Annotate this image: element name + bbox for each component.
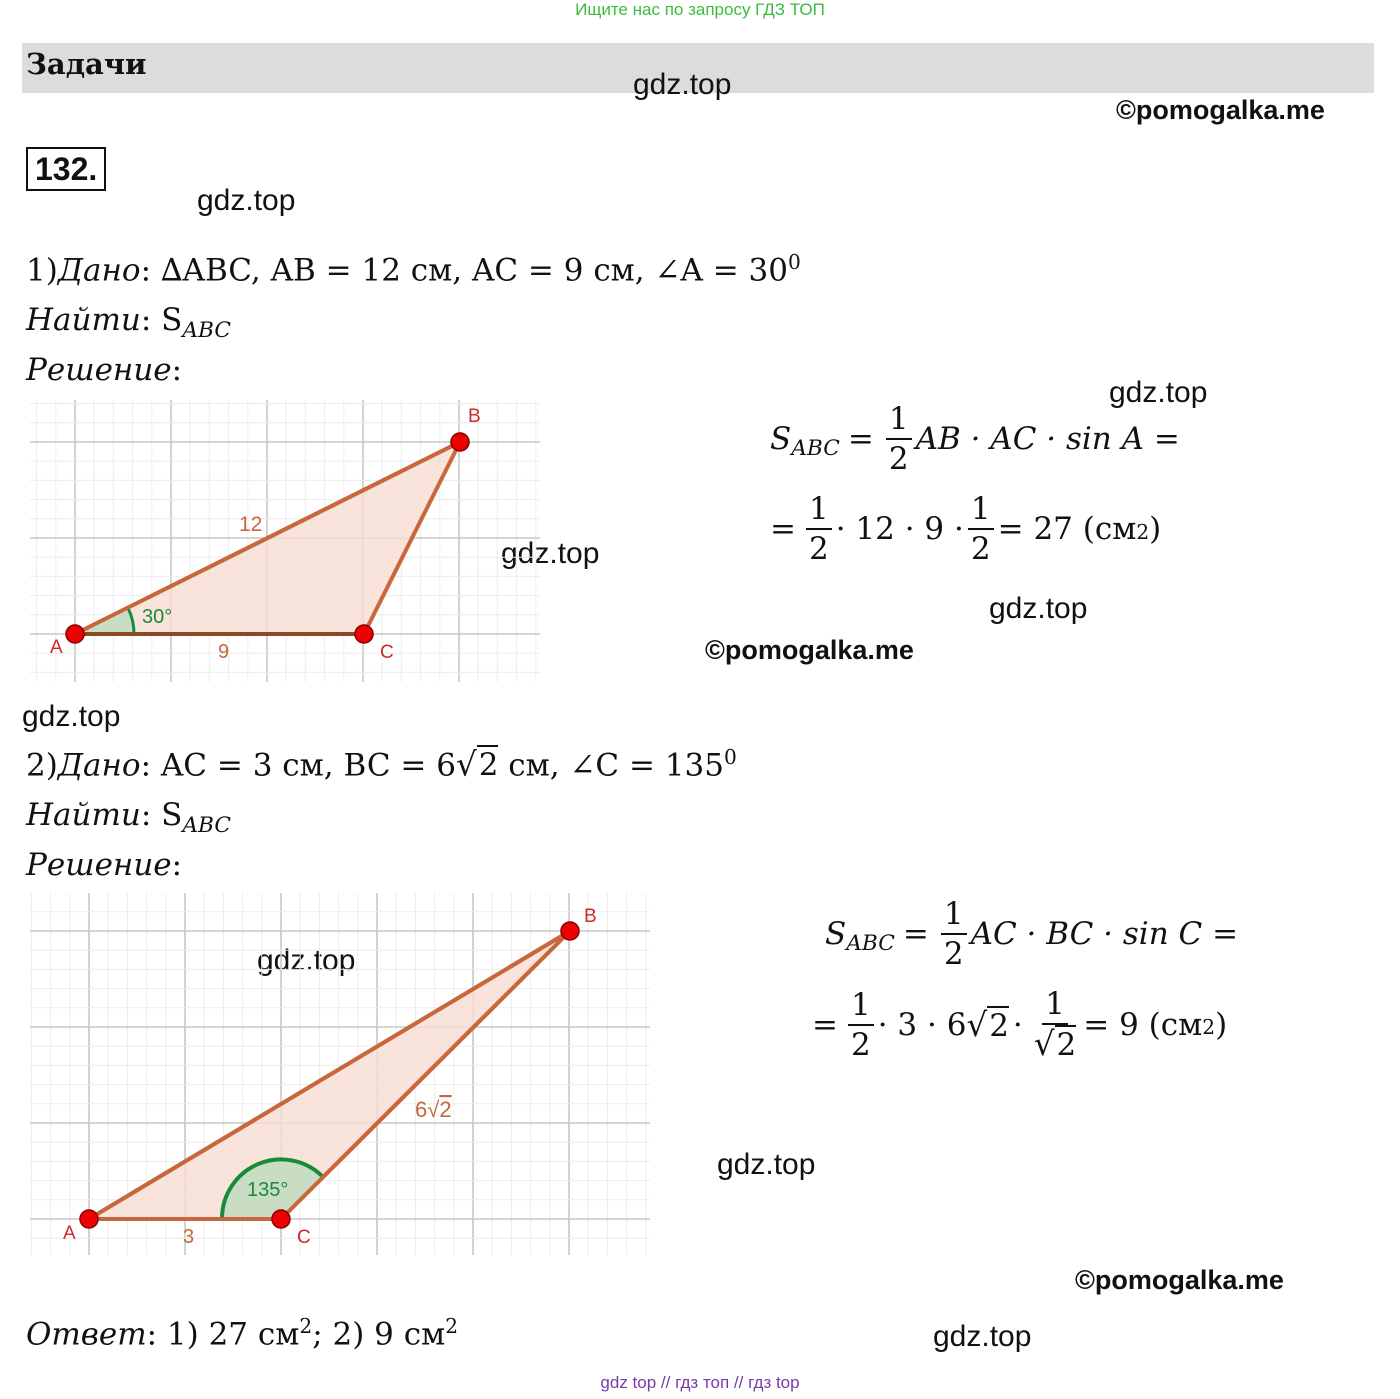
vertex-label-c: C [380, 642, 394, 663]
part2-find: Найти: $S_{ABC}$ [26, 797, 231, 839]
watermark-gdz: gdz.top [933, 1320, 1032, 1353]
watermark-gdz: gdz.top [257, 944, 356, 977]
part1-given: 1)Дано: ∆ABC, AB = 12 см, AC = 9 см, ∠A = $30^0$ [26, 250, 801, 289]
watermark-gdz: gdz.top [501, 537, 600, 570]
part2-formula-line1: S $_{ABC}$ = $\frac{1}{2}$ AC · BC · sin C = [825, 896, 1239, 972]
vertex-label-c: C [297, 1227, 311, 1248]
vertex-label-b: B [584, 906, 597, 927]
watermark-gdz: gdz.top [22, 700, 121, 733]
section-title: Задачи [26, 47, 147, 81]
fraction-half: $\frac{1}{2}$ [886, 400, 912, 478]
fraction-half: $\frac{1}{2}$ [806, 490, 832, 568]
part1-formula-line2: = $\frac{1}{2}$ · 12 · 9 · $\frac{1}{2}$ = 27 (см 2 ) [770, 491, 1162, 567]
part1-formula-line1: S $_{ABC}$ = $\frac{1}{2}$ AB · AC · sin A = [770, 401, 1180, 477]
watermark-gdz: gdz.top [717, 1148, 816, 1181]
part2-given: 2)Дано: AC = 3 см, BC = 6√2 см, ∠C = $135^0$ [26, 745, 737, 784]
watermark-gdz: gdz.top [197, 184, 296, 217]
point-c [272, 1210, 290, 1228]
angle-label-c: 135° [247, 1179, 289, 1201]
side-label-ac: 9 [218, 641, 230, 663]
watermark-gdz: gdz.top [1109, 376, 1208, 409]
footer-links[interactable]: gdz top // гдз топ // гдз top [600, 1373, 800, 1392]
watermark-gdz: gdz.top [633, 68, 732, 101]
watermark-pomogalka: ©pomogalka.me [705, 635, 914, 665]
part1-solution-label: Решение: [26, 352, 183, 388]
part2-formula-line2: = $\frac{1}{2}$ · 3 · 6 √ 2 · $\frac{1}{√2}$ = 9 (см 2 ) [812, 986, 1228, 1063]
side-label-bc: 6√2 [415, 1097, 452, 1122]
answer: Ответ: 1) 27 $см^2$; 2) 9 $см^2$ [26, 1314, 459, 1353]
fraction-inverse-sqrt2: $\frac{1}{√2}$ [1033, 986, 1077, 1063]
watermark-pomogalka: ©pomogalka.me [1116, 95, 1325, 125]
part1-triangle-diagram [30, 400, 540, 682]
point-b [451, 433, 469, 451]
side-label-ac: 3 [183, 1226, 195, 1248]
angle-label-a: 30° [142, 606, 173, 628]
fraction-half: $\frac{1}{2}$ [968, 490, 994, 568]
watermark-pomogalka: ©pomogalka.me [1075, 1265, 1284, 1295]
part2-solution-label: Решение: [26, 847, 183, 883]
point-c [355, 625, 373, 643]
task-number: 132. [26, 147, 106, 191]
top-search-hint[interactable]: Ищите нас по запросу ГДЗ ТОП [575, 0, 825, 19]
vertex-label-a: A [50, 637, 63, 658]
point-a [80, 1210, 98, 1228]
watermark-gdz: gdz.top [989, 592, 1088, 625]
fraction-half: $\frac{1}{2}$ [941, 895, 967, 973]
point-a [66, 625, 84, 643]
vertex-label-a: A [63, 1223, 76, 1244]
part1-find: Найти: $S_{ABC}$ [26, 302, 231, 344]
side-label-ab: 12 [239, 513, 263, 536]
fraction-half: $\frac{1}{2}$ [848, 986, 874, 1064]
point-b [561, 922, 579, 940]
vertex-label-b: B [468, 406, 481, 427]
part2-triangle-diagram [30, 893, 650, 1255]
